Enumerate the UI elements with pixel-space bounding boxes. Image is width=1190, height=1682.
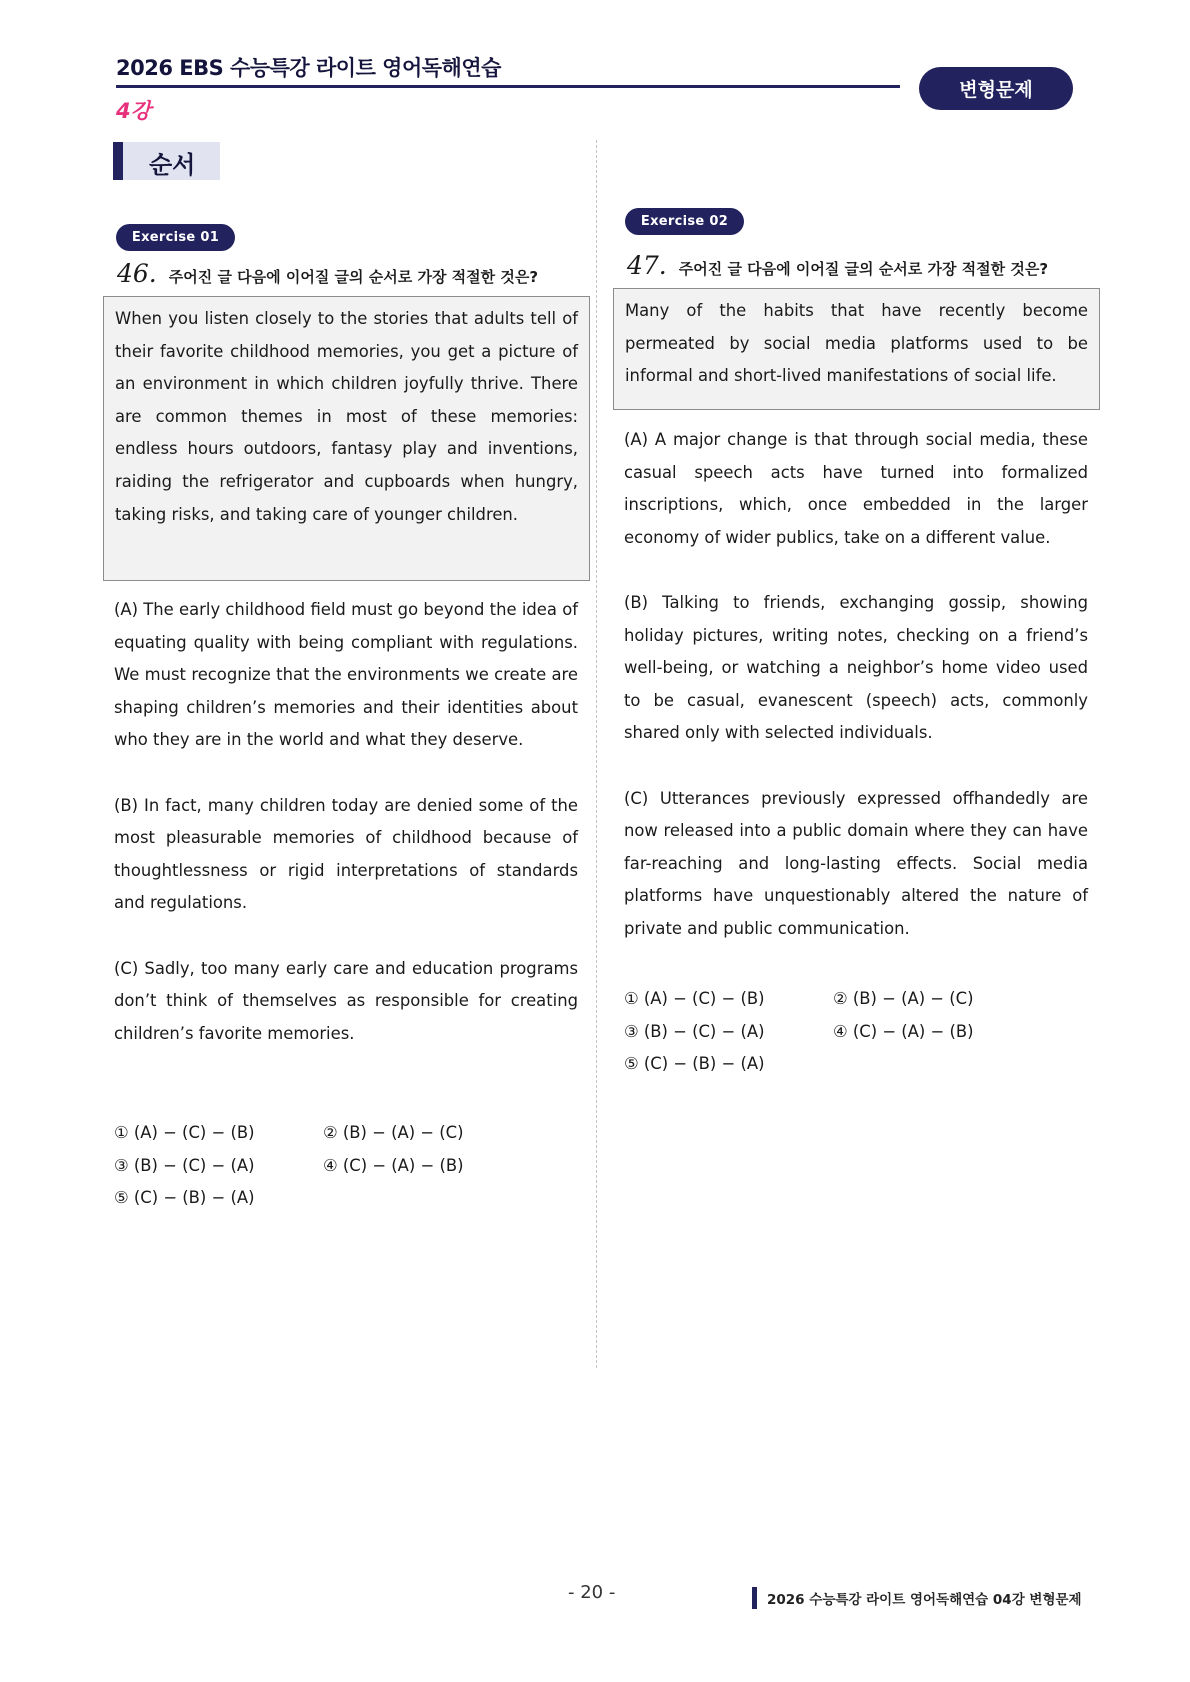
- exercise-01-pill: Exercise 01: [116, 224, 235, 251]
- option-1[interactable]: ① (A) − (C) − (B): [624, 989, 765, 1008]
- question-prompt: 주어진 글 다음에 이어질 글의 순서로 가장 적절한 것은?: [678, 260, 1049, 278]
- section-heading: [113, 142, 220, 180]
- option-4[interactable]: ④ (C) − (A) − (B): [323, 1155, 464, 1175]
- option-5[interactable]: ⑤ (C) − (B) − (A): [624, 1054, 765, 1074]
- question-number: 46.: [117, 259, 157, 288]
- header-title: 2026 EBS 수능특강 라이트 영어독해연습: [116, 56, 501, 80]
- paragraphs-47: [624, 424, 1088, 978]
- paragraph-b: (B) In fact, many children today are denied some of the most pleasurable memories of childhood because of thoughtlessness or rigid interpretations of standards and regulations.: [114, 795, 578, 913]
- answer-options-47: [624, 983, 1042, 1081]
- option-1[interactable]: ① (A) − (C) − (B): [114, 1123, 255, 1142]
- footer-caption: [752, 1587, 1082, 1609]
- column-divider: [596, 140, 597, 1368]
- question-prompt: 주어진 글 다음에 이어질 글의 순서로 가장 적절한 것은?: [168, 268, 539, 286]
- section-accent-bar: [113, 142, 123, 180]
- option-5[interactable]: ⑤ (C) − (B) − (A): [114, 1188, 255, 1208]
- option-3[interactable]: ③ (B) − (C) − (A): [114, 1155, 255, 1175]
- paragraph-a: (A) A major change is that through social media, these casual speech acts have turned into formalized inscriptions, which, once embedded in the larger economy of wider publics, take on a different value.: [624, 430, 1088, 547]
- section-label: 순서: [149, 151, 196, 179]
- paragraphs-46: [114, 594, 578, 1083]
- given-passage: Many of the habits that have recently become permeated by social media platforms used to be informal and short-lived manifestations of social life.: [625, 301, 1088, 386]
- question-47-line: [627, 251, 1048, 280]
- question-46-line: [117, 259, 538, 288]
- variant-badge: 변형문제: [919, 67, 1073, 110]
- option-2[interactable]: ② (B) − (A) − (C): [323, 1123, 464, 1142]
- paragraph-c: (C) Sadly, too many early care and education programs don’t think of themselves as responsible for creating children’s favorite memories.: [114, 958, 578, 1043]
- footer-text: 2026 수능특강 라이트 영어독해연습 04강 변형문제: [767, 1592, 1082, 1608]
- paragraph-a: (A) The early childhood field must go beyond the idea of equating quality with being compliant with regulations. We must recognize that the environments we create are shaping children’s memories and their identities about who they are in the world and what they deserve.: [114, 600, 578, 750]
- given-passage-box-46: [103, 296, 590, 581]
- exercise-02-pill: Exercise 02: [625, 208, 744, 235]
- question-number: 47.: [627, 251, 667, 280]
- paragraph-b: (B) Talking to friends, exchanging gossip, showing holiday pictures, writing notes, checking on a friend’s well-being, or watching a neighbor’s home video used to be casual, evanescent (speech) acts, commonly shared only with selected individuals.: [624, 592, 1088, 743]
- footer-accent-bar: [752, 1587, 757, 1609]
- option-2[interactable]: ② (B) − (A) − (C): [833, 989, 974, 1008]
- option-4[interactable]: ④ (C) − (A) − (B): [833, 1021, 974, 1041]
- given-passage-box-47: [613, 288, 1100, 410]
- option-3[interactable]: ③ (B) − (C) − (A): [624, 1021, 765, 1041]
- answer-options-46: [114, 1117, 532, 1215]
- given-passage: When you listen closely to the stories that adults tell of their favorite childhood memories, you get a picture of an environment in which children joyfully thrive. There are common themes in most of these memories: endless hours outdoors, fantasy play and inventions, raiding the refrigerator and cupboards when hungry, taking risks, and taking care of younger children.: [115, 309, 578, 524]
- page-number: - 20 -: [568, 1582, 616, 1603]
- lesson-label: 4강: [116, 99, 151, 123]
- header-divider: [116, 85, 900, 88]
- paragraph-c: (C) Utterances previously expressed offhandedly are now released into a public domain where they can have far-reaching and long-lasting effects. Social media platforms have unquestionably altered the nature of private and public communication.: [624, 788, 1088, 938]
